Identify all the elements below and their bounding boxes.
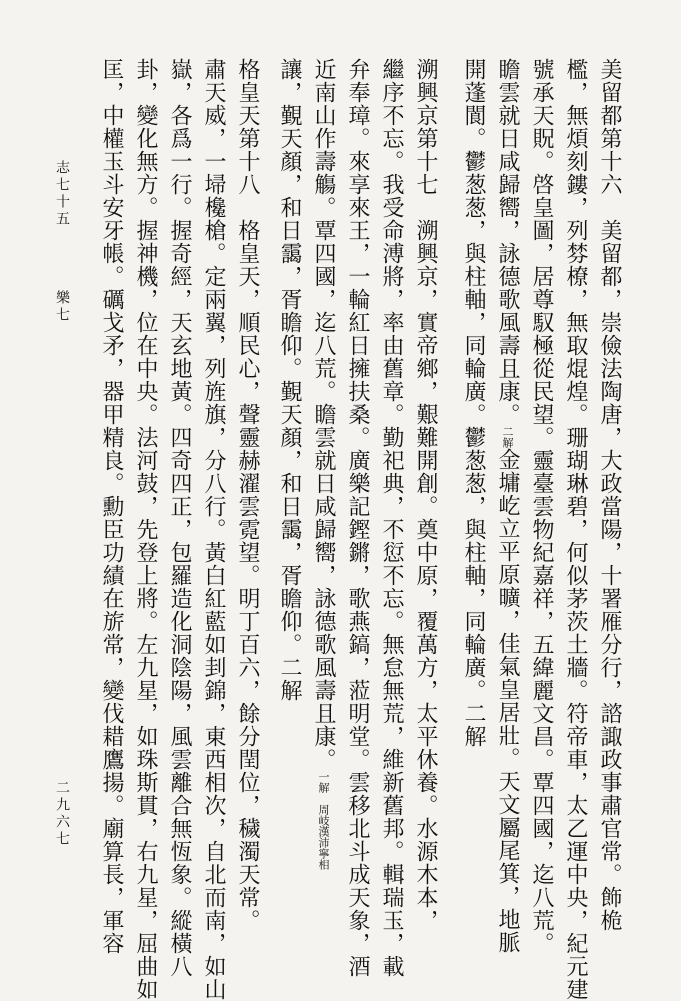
text-column-11 bbox=[232, 58, 262, 978]
column-text: 嶽，各爲一行。握奇經，天玄地黃。四奇四正，包羅造化洞陰陽，風雲離合無恆象。縱橫八 bbox=[167, 58, 192, 978]
text-column-10 bbox=[274, 58, 304, 978]
text-column-9 bbox=[308, 58, 338, 978]
column-text: 讓，覲天顏，和日靄，胥瞻仰。 bbox=[277, 58, 302, 380]
column-text: 瞻雲就日咸歸嚮，詠德歌風壽且康。 bbox=[495, 58, 520, 426]
text-column-7 bbox=[376, 58, 406, 978]
text-column-14 bbox=[130, 58, 160, 1001]
text-column-4 bbox=[492, 58, 522, 978]
column-text: 繼序不忘。我受命溥將，率由舊章。勤祀典，不愆不忘。無怠無荒，維新舊邦。輯瑞玉，載 bbox=[379, 58, 404, 978]
column-text: 匡，中權玉斗安牙帳。礪戈矛，器甲精良。勳臣功績在旂常，變伐耤鷹揚。廟算長，軍容 bbox=[99, 58, 124, 955]
text-column-3 bbox=[526, 58, 556, 978]
text-column-8 bbox=[342, 58, 372, 978]
column-text: 近南山作壽觴。覃四國，迄八荒。瞻雲就日咸歸嚮，詠德歌風壽且康。 bbox=[311, 58, 336, 771]
column-text: 號承天貺。啓皇圖，居尊馭極從民望。靈臺雲物紀嘉祥，五緯麗文昌。覃四國，迄八荒。 bbox=[529, 58, 554, 955]
text-column-13 bbox=[164, 58, 194, 978]
text-column-5 bbox=[458, 58, 488, 978]
column-text: 覲天顏，和日靄，胥瞻仰。二解 bbox=[277, 380, 302, 702]
column-text: 檻，無煩刻鏤，列棼橑，無取焜煌。珊瑚琳碧，何似茅茨土牆。符帝車，太乙運中央，紀元建 bbox=[563, 58, 588, 1001]
column-text: 開蓬閬。鬱葱葱，與柱軸，同輪廣。 bbox=[461, 58, 486, 426]
column-text: 格皇天第十八 格皇天，順民心，聲靈赫濯雲霓望。明丁百六，餘分閏位，穢濁天常。 bbox=[235, 58, 260, 932]
column-text: 鬱葱葱，與柱軸，同輪廣。二解 bbox=[461, 426, 486, 748]
section-note: 二解 bbox=[501, 426, 514, 448]
text-column-6 bbox=[410, 58, 440, 978]
column-text: 溯興京第十七 溯興京，實帝鄉，艱難開創。奠中原，覆萬方，太平休養。水源木本， bbox=[413, 58, 438, 932]
text-column-2 bbox=[560, 58, 590, 1001]
margin-section-label: 樂七 bbox=[54, 290, 70, 324]
section-note: 一解 周岐漢沛寧相 bbox=[317, 771, 330, 870]
text-column-1 bbox=[594, 58, 624, 978]
text-column-12 bbox=[198, 58, 228, 1001]
column-text: 弁奉璋。來享來王，一輪紅日擁扶桑。廣樂記鏗鏘，歌燕鎬，蒞明堂。雲移北斗成天象，酒 bbox=[345, 58, 370, 978]
column-text: 金墉屹立平原曠，佳氣皇居壯。天文屬尾箕，地脈 bbox=[495, 448, 520, 954]
page-number: 二九六七 bbox=[54, 780, 70, 848]
column-text: 卦，變化無方。握神機，位在中央。法河鼓，先登上將。左九星，如珠斯貫，右九星，屈曲如 bbox=[133, 58, 158, 1001]
column-text: 肅天威，一埽欃槍。定兩翼，列旌旗，分八行。黃白紅藍如刲錦，東西相次，自北而南，如山 bbox=[201, 58, 226, 1001]
text-column-15 bbox=[96, 58, 126, 978]
column-text: 美留都第十六 美留都，崇儉法陶唐，大政當陽，十署雁分行，諮諏政事肅官常。飾桅 bbox=[597, 58, 622, 932]
margin-volume-label: 志七十五 bbox=[54, 160, 70, 228]
